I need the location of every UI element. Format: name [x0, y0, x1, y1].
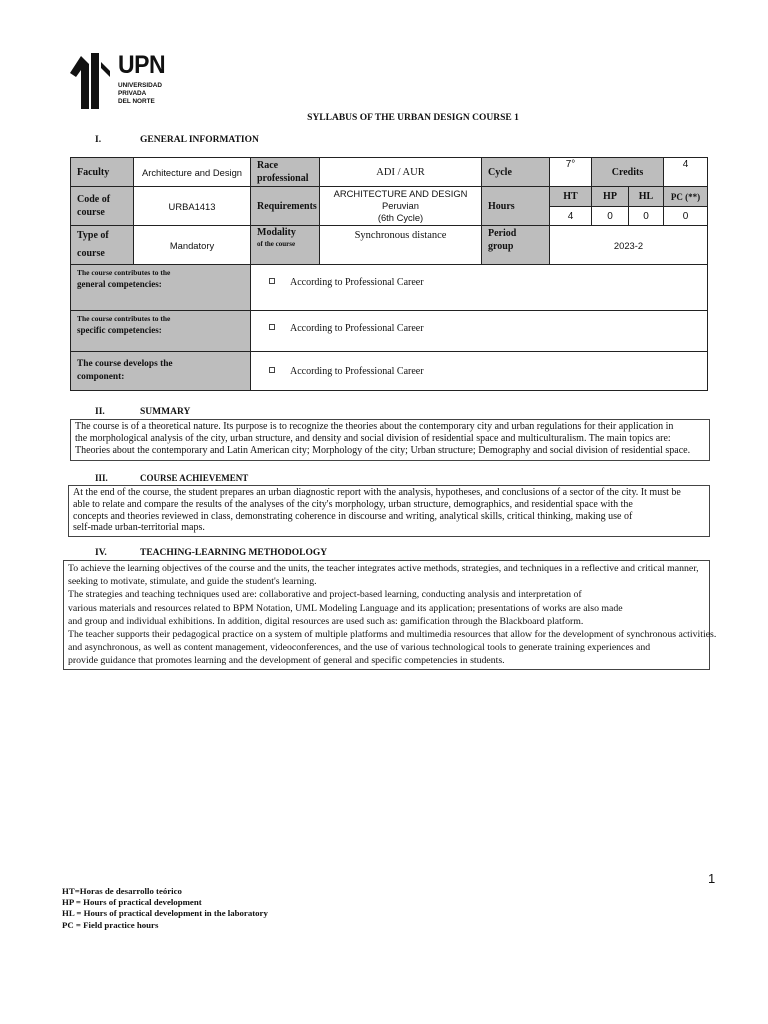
race-label: Race professional: [251, 158, 320, 187]
specific-competencies-label: The course contributes to the specific competencies:: [71, 311, 251, 352]
page-number: 1: [708, 871, 716, 886]
general-competencies-label: The course contributes to the general competencies:: [71, 265, 251, 311]
race-value: ADI / AUR: [320, 158, 482, 187]
modality-label: Modality of the course: [251, 226, 320, 265]
checkbox-icon: [269, 324, 275, 330]
cycle-value: 7°: [550, 158, 592, 187]
hours-header-pc: PC (**): [664, 187, 708, 207]
general-competencies-value: According to Professional Career: [251, 265, 708, 311]
type-value: Mandatory: [134, 226, 251, 265]
footnote-hp: HP = Hours of practical development: [62, 897, 202, 908]
footnote-ht: HT=Horas de desarrollo teórico: [62, 886, 182, 896]
hours-header-hl: HL: [629, 187, 664, 207]
footnote-pc: PC = Field practice hours: [62, 919, 159, 930]
code-label: Code of course: [71, 187, 134, 226]
achievement-text: At the end of the course, the student prepares an urban diagnostic report with the analysis, hypotheses, and conclusions of a sector of the city. It must be able to relate and compare the results of the analyses of the city's morphology, urban structure, demographics, and residential space with the concepts and theories reviewed in class, demonstrating coherence in discourse and writing, analytical skills, critical thinking, making use of self-made urban-territorial maps.: [68, 485, 710, 537]
hours-header-ht: HT: [550, 187, 592, 207]
type-label: Type of course: [71, 226, 134, 265]
hours-value-hl: 0: [629, 207, 664, 226]
upn-arrow-logo-icon: [70, 53, 114, 109]
credits-value: 4: [664, 158, 708, 187]
cycle-label: Cycle: [482, 158, 550, 187]
methodology-text: To achieve the learning objectives of the course and the units, the teacher integrates active methods, strategies, and techniques in a reflective and critical manner, seeking to motivate, stimulate, and guide the student's learning. The strategies and teaching techniques used are: collaborative and project-based learning, conducting analysis and interpretation of various materials and resources related to BPM Notation, UML Modeling Language and its application; presentations of works are also made and group and individual exhibitions. In addition, digital resources are used such as: gamification through the Blackboard platform. The teacher supports their pedagogical practice on a system of multiple platforms and multimedia resources that allow for the development of synchronous activities. and asynchronous, as well as content management, videoconferences, and the use of various technological tools to generate training experiences and provide guidance that promotes learning and the development of general and specific competencies in students.: [63, 560, 710, 670]
component-label: The course develops the component:: [71, 352, 251, 391]
logo-wordmark: UPN: [118, 51, 166, 79]
checkbox-icon: [269, 278, 275, 284]
section-heading-methodology: IV. TEACHING-LEARNING METHODOLOGY: [95, 548, 328, 558]
period-value: 2023-2: [550, 226, 708, 265]
period-label: Period group: [482, 226, 550, 265]
footnote-hl: HL = Hours of practical development in the laboratory: [62, 908, 268, 919]
hours-value-pc: 0: [664, 207, 708, 226]
checkbox-icon: [269, 367, 275, 373]
hours-label: Hours: [482, 187, 550, 226]
footnotes: [62, 886, 268, 931]
logo-subtitle: UNIVERSIDAD PRIVADA DEL NORTE: [118, 82, 163, 106]
section-heading-achievement: III. COURSE ACHIEVEMENT: [95, 473, 249, 483]
upn-logo: [70, 53, 180, 113]
modality-value: Synchronous distance: [320, 226, 482, 265]
requirements-value: ARCHITECTURE AND DESIGN Peruvian (6th Cycle): [320, 187, 482, 226]
credits-label: Credits: [592, 158, 664, 187]
section-heading-summary: II. SUMMARY: [95, 407, 191, 417]
hours-value-ht: 4: [550, 207, 592, 226]
code-value: URBA1413: [134, 187, 251, 226]
general-info-table: [70, 157, 708, 391]
hours-header-hp: HP: [592, 187, 629, 207]
faculty-value: Architecture and Design: [134, 158, 251, 187]
component-value: According to Professional Career: [251, 352, 708, 391]
specific-competencies-value: According to Professional Career: [251, 311, 708, 352]
summary-text: The course is of a theoretical nature. Its purpose is to recognize the theories about the contemporary city and urban regulations for their application in the morphological analysis of the city, urban structure, and density and social division of residential space and multiculturalism. The main topics are: Theories about the contemporary and Latin American city; Morphology of the city; Urban structure; Demography and social division of residential space.: [70, 419, 710, 461]
section-heading-general: I. GENERAL INFORMATION: [95, 135, 259, 145]
faculty-label: Faculty: [71, 158, 134, 187]
hours-value-hp: 0: [592, 207, 629, 226]
document-title: SYLLABUS OF THE URBAN DESIGN COURSE 1: [307, 113, 519, 123]
requirements-label: Requirements: [251, 187, 320, 226]
